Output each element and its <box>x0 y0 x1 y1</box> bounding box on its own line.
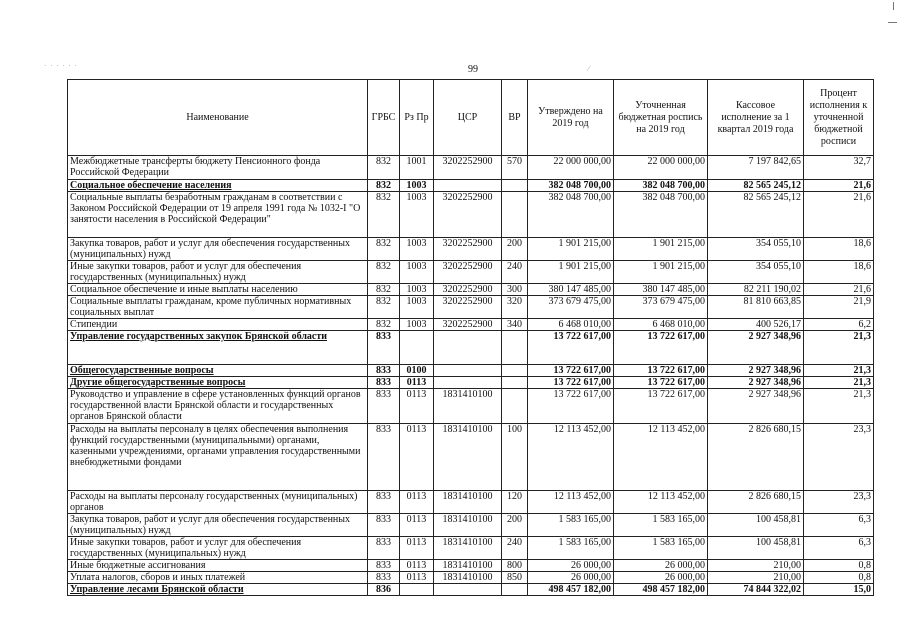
row-csr: 3202252900 <box>434 238 502 261</box>
row-rzpr: 1003 <box>400 296 434 319</box>
page-number: 99 <box>468 64 478 75</box>
row-csr: 1831410100 <box>434 514 502 537</box>
row-grbs: 832 <box>368 284 400 296</box>
row-percent: 18,6 <box>804 261 874 284</box>
row-approved: 12 113 452,00 <box>528 491 614 514</box>
header-rzpr: Рз Пр <box>400 80 434 156</box>
row-refined: 13 722 617,00 <box>614 365 708 377</box>
table-row <box>68 584 874 596</box>
row-csr: 1831410100 <box>434 572 502 584</box>
row-grbs: 832 <box>368 261 400 284</box>
row-cash: 100 458,81 <box>708 514 804 537</box>
header-percent: Процент исполнения к уточненной бюджетной росписи <box>804 80 874 156</box>
budget-table <box>67 79 874 596</box>
row-grbs: 833 <box>368 537 400 560</box>
row-refined: 1 901 215,00 <box>614 261 708 284</box>
row-name: Социальные выплаты гражданам, кроме публичных нормативных социальных выплат <box>68 296 368 319</box>
row-grbs: 832 <box>368 238 400 261</box>
row-approved: 13 722 617,00 <box>528 365 614 377</box>
row-csr: 1831410100 <box>434 424 502 491</box>
row-percent: 21,3 <box>804 377 874 389</box>
row-cash: 2 927 348,96 <box>708 377 804 389</box>
row-approved: 26 000,00 <box>528 560 614 572</box>
row-vr: 320 <box>502 296 528 319</box>
row-csr: 3202252900 <box>434 319 502 331</box>
table-row <box>68 319 874 331</box>
row-name: Закупка товаров, работ и услуг для обеспечения государственных (муниципальных) нужд <box>68 238 368 261</box>
row-percent: 0,8 <box>804 560 874 572</box>
row-csr: 1831410100 <box>434 389 502 424</box>
row-refined: 382 048 700,00 <box>614 192 708 238</box>
row-rzpr: 1003 <box>400 261 434 284</box>
row-cash: 7 197 842,65 <box>708 156 804 180</box>
row-cash: 354 055,10 <box>708 261 804 284</box>
row-approved: 12 113 452,00 <box>528 424 614 491</box>
row-csr: 3202252900 <box>434 192 502 238</box>
row-csr <box>434 377 502 389</box>
row-rzpr: 0113 <box>400 572 434 584</box>
row-grbs: 833 <box>368 365 400 377</box>
table-row <box>68 365 874 377</box>
row-approved: 6 468 010,00 <box>528 319 614 331</box>
row-csr: 3202252900 <box>434 156 502 180</box>
row-refined: 6 468 010,00 <box>614 319 708 331</box>
row-percent: 15,0 <box>804 584 874 596</box>
row-vr <box>502 584 528 596</box>
row-approved: 13 722 617,00 <box>528 377 614 389</box>
row-grbs: 832 <box>368 319 400 331</box>
table-row <box>68 491 874 514</box>
row-csr <box>434 331 502 365</box>
margin-mark <box>888 22 897 23</box>
row-grbs: 833 <box>368 514 400 537</box>
row-rzpr <box>400 584 434 596</box>
header-vr: ВР <box>502 80 528 156</box>
row-refined: 1 583 165,00 <box>614 514 708 537</box>
row-rzpr: 0113 <box>400 514 434 537</box>
row-rzpr: 1003 <box>400 319 434 331</box>
row-name: Закупка товаров, работ и услуг для обеспечения государственных (муниципальных) нужд <box>68 514 368 537</box>
row-percent: 21,3 <box>804 389 874 424</box>
row-csr: 3202252900 <box>434 296 502 319</box>
row-cash: 100 458,81 <box>708 537 804 560</box>
row-vr: 200 <box>502 238 528 261</box>
row-percent: 23,3 <box>804 424 874 491</box>
row-refined: 12 113 452,00 <box>614 424 708 491</box>
row-vr <box>502 180 528 192</box>
row-name: Управление государственных закупок Брянской области <box>68 331 368 365</box>
row-approved: 382 048 700,00 <box>528 180 614 192</box>
row-rzpr: 0113 <box>400 424 434 491</box>
row-approved: 1 901 215,00 <box>528 261 614 284</box>
row-vr: 100 <box>502 424 528 491</box>
row-vr: 240 <box>502 261 528 284</box>
row-vr: 120 <box>502 491 528 514</box>
row-refined: 373 679 475,00 <box>614 296 708 319</box>
row-vr <box>502 377 528 389</box>
row-vr: 570 <box>502 156 528 180</box>
row-cash: 2 927 348,96 <box>708 331 804 365</box>
row-csr: 1831410100 <box>434 560 502 572</box>
table-body <box>68 156 874 596</box>
row-rzpr: 1003 <box>400 192 434 238</box>
header-approved: Утверждено на 2019 год <box>528 80 614 156</box>
row-percent: 21,6 <box>804 180 874 192</box>
row-approved: 1 901 215,00 <box>528 238 614 261</box>
row-name: Социальные выплаты безработным гражданам в соответствии с Законом Российской Федерации от 19 апреля 1991 года № 1032-I "О занятости населения в Российской Федерации" <box>68 192 368 238</box>
row-rzpr: 1003 <box>400 238 434 261</box>
row-vr: 300 <box>502 284 528 296</box>
table-row <box>68 537 874 560</box>
row-percent: 6,2 <box>804 319 874 331</box>
row-grbs: 833 <box>368 424 400 491</box>
row-approved: 1 583 165,00 <box>528 514 614 537</box>
row-approved: 373 679 475,00 <box>528 296 614 319</box>
row-vr <box>502 389 528 424</box>
row-percent: 6,3 <box>804 514 874 537</box>
row-grbs: 832 <box>368 296 400 319</box>
row-approved: 26 000,00 <box>528 572 614 584</box>
header-name: Наименование <box>68 80 368 156</box>
row-approved: 498 457 182,00 <box>528 584 614 596</box>
row-cash: 210,00 <box>708 560 804 572</box>
table-row <box>68 331 874 365</box>
row-cash: 82 565 245,12 <box>708 192 804 238</box>
header-cash: Кассовое исполнение за 1 квартал 2019 года <box>708 80 804 156</box>
row-rzpr: 1003 <box>400 180 434 192</box>
row-csr <box>434 365 502 377</box>
row-vr: 850 <box>502 572 528 584</box>
table-row <box>68 238 874 261</box>
row-percent: 21,3 <box>804 365 874 377</box>
row-csr <box>434 180 502 192</box>
header-refined: Уточненная бюджетная роспись на 2019 год <box>614 80 708 156</box>
row-percent: 21,9 <box>804 296 874 319</box>
row-vr <box>502 365 528 377</box>
row-vr: 200 <box>502 514 528 537</box>
row-cash: 82 565 245,12 <box>708 180 804 192</box>
row-csr: 1831410100 <box>434 491 502 514</box>
row-percent: 32,7 <box>804 156 874 180</box>
row-percent: 6,3 <box>804 537 874 560</box>
table-row <box>68 192 874 238</box>
row-name: Руководство и управление в сфере установленных функций органов государственной власти Брянской области и государственных органов Брянской области <box>68 389 368 424</box>
row-refined: 13 722 617,00 <box>614 389 708 424</box>
row-refined: 26 000,00 <box>614 560 708 572</box>
row-percent: 21,6 <box>804 284 874 296</box>
row-rzpr: 0113 <box>400 377 434 389</box>
row-rzpr: 0100 <box>400 365 434 377</box>
row-name: Иные закупки товаров, работ и услуг для обеспечения государственных (муниципальных) нужд <box>68 261 368 284</box>
row-csr: 1831410100 <box>434 537 502 560</box>
scan-tick: ⁄ <box>588 64 590 73</box>
header-grbs: ГРБС <box>368 80 400 156</box>
table-row <box>68 514 874 537</box>
row-refined: 12 113 452,00 <box>614 491 708 514</box>
row-approved: 22 000 000,00 <box>528 156 614 180</box>
row-cash: 354 055,10 <box>708 238 804 261</box>
row-refined: 380 147 485,00 <box>614 284 708 296</box>
row-refined: 13 722 617,00 <box>614 377 708 389</box>
row-vr <box>502 192 528 238</box>
row-cash: 210,00 <box>708 572 804 584</box>
row-cash: 2 927 348,96 <box>708 365 804 377</box>
row-refined: 498 457 182,00 <box>614 584 708 596</box>
row-percent: 0,8 <box>804 572 874 584</box>
row-name: Межбюджетные трансферты бюджету Пенсионного фонда Российской Федерации <box>68 156 368 180</box>
table-row <box>68 296 874 319</box>
row-grbs: 833 <box>368 331 400 365</box>
row-name: Уплата налогов, сборов и иных платежей <box>68 572 368 584</box>
row-rzpr: 1003 <box>400 284 434 296</box>
row-rzpr <box>400 331 434 365</box>
row-vr: 240 <box>502 537 528 560</box>
row-grbs: 832 <box>368 180 400 192</box>
table-row <box>68 284 874 296</box>
row-percent: 23,3 <box>804 491 874 514</box>
row-rzpr: 0113 <box>400 491 434 514</box>
row-grbs: 832 <box>368 156 400 180</box>
row-name: Иные закупки товаров, работ и услуг для обеспечения государственных (муниципальных) нужд <box>68 537 368 560</box>
row-csr <box>434 584 502 596</box>
row-name: Расходы на выплаты персоналу государственных (муниципальных) органов <box>68 491 368 514</box>
table-row <box>68 424 874 491</box>
row-approved: 13 722 617,00 <box>528 331 614 365</box>
row-rzpr: 0113 <box>400 537 434 560</box>
row-cash: 2 826 680,15 <box>708 424 804 491</box>
table-row <box>68 180 874 192</box>
row-name: Расходы на выплаты персоналу в целях обеспечения выполнения функций государственными (муниципальными) органами, казенными учреждениями, органами управления государственными внебюджетными фондами <box>68 424 368 491</box>
row-grbs: 833 <box>368 560 400 572</box>
row-name: Общегосударственные вопросы <box>68 365 368 377</box>
row-name: Другие общегосударственные вопросы <box>68 377 368 389</box>
row-cash: 81 810 663,85 <box>708 296 804 319</box>
row-rzpr: 0113 <box>400 560 434 572</box>
row-grbs: 832 <box>368 192 400 238</box>
row-name: Управление лесами Брянской области <box>68 584 368 596</box>
row-grbs: 833 <box>368 377 400 389</box>
table-row <box>68 389 874 424</box>
row-percent: 18,6 <box>804 238 874 261</box>
table-row <box>68 261 874 284</box>
row-cash: 2 927 348,96 <box>708 389 804 424</box>
scan-dots: · · · · · · <box>44 62 78 70</box>
row-vr: 800 <box>502 560 528 572</box>
table-row <box>68 560 874 572</box>
row-grbs: 833 <box>368 572 400 584</box>
row-approved: 1 583 165,00 <box>528 537 614 560</box>
row-percent: 21,3 <box>804 331 874 365</box>
row-cash: 2 826 680,15 <box>708 491 804 514</box>
row-refined: 382 048 700,00 <box>614 180 708 192</box>
header-csr: ЦСР <box>434 80 502 156</box>
row-grbs: 833 <box>368 491 400 514</box>
table-row <box>68 377 874 389</box>
row-grbs: 836 <box>368 584 400 596</box>
row-refined: 26 000,00 <box>614 572 708 584</box>
margin-mark <box>893 2 894 10</box>
row-name: Иные бюджетные ассигнования <box>68 560 368 572</box>
row-name: Стипендии <box>68 319 368 331</box>
row-refined: 1 901 215,00 <box>614 238 708 261</box>
row-refined: 13 722 617,00 <box>614 331 708 365</box>
table-header-row <box>68 80 874 156</box>
row-name: Социальное обеспечение и иные выплаты населению <box>68 284 368 296</box>
row-csr: 3202252900 <box>434 261 502 284</box>
row-rzpr: 1001 <box>400 156 434 180</box>
row-refined: 1 583 165,00 <box>614 537 708 560</box>
row-grbs: 833 <box>368 389 400 424</box>
row-vr <box>502 331 528 365</box>
table-row <box>68 156 874 180</box>
row-vr: 340 <box>502 319 528 331</box>
row-rzpr: 0113 <box>400 389 434 424</box>
row-cash: 400 526,17 <box>708 319 804 331</box>
row-approved: 382 048 700,00 <box>528 192 614 238</box>
row-cash: 74 844 322,02 <box>708 584 804 596</box>
row-percent: 21,6 <box>804 192 874 238</box>
table-row <box>68 572 874 584</box>
row-name: Социальное обеспечение населения <box>68 180 368 192</box>
row-approved: 13 722 617,00 <box>528 389 614 424</box>
row-refined: 22 000 000,00 <box>614 156 708 180</box>
row-cash: 82 211 190,02 <box>708 284 804 296</box>
row-approved: 380 147 485,00 <box>528 284 614 296</box>
row-csr: 3202252900 <box>434 284 502 296</box>
